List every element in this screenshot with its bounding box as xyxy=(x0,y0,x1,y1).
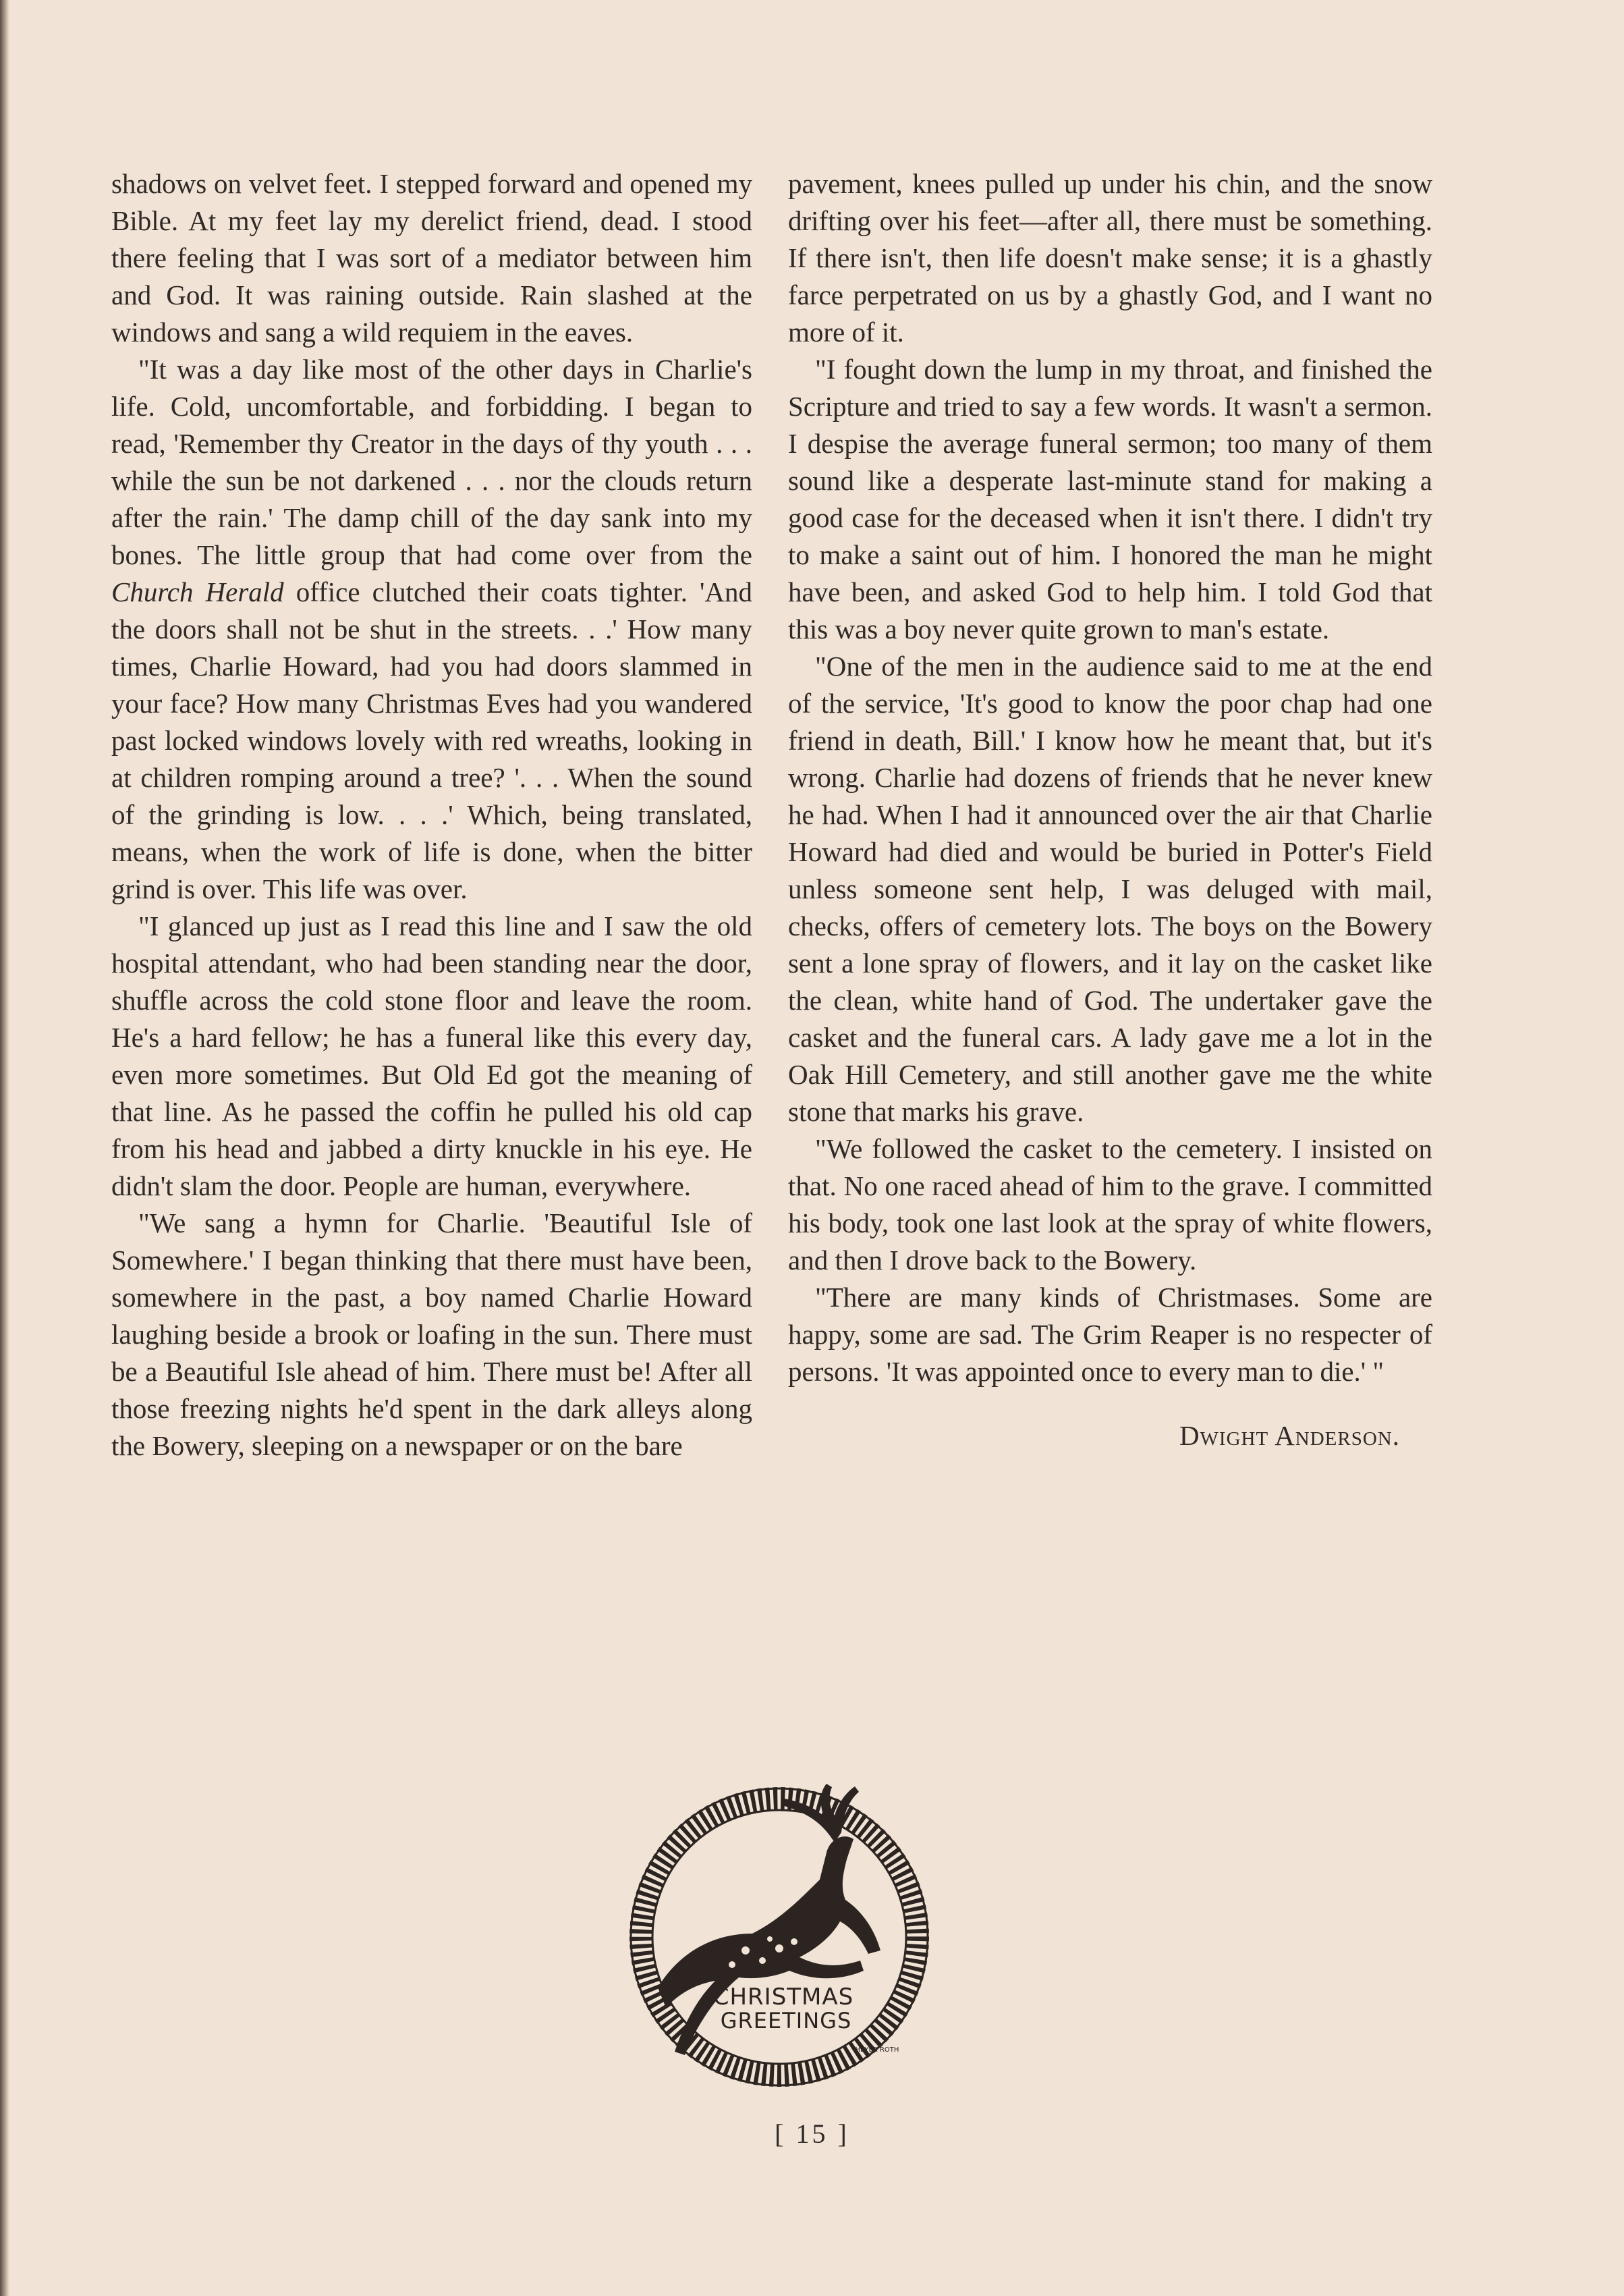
paragraph: pavement, knees pulled up under his chin, and the snow drifting over his feet—after all, there must be something. If there isn't, then life doesn't make sense; it is a ghastly farce perpetrated on us by a ghastly God, and I want no more of it. xyxy=(788,168,1432,348)
text-column-right xyxy=(788,165,1432,1454)
emblem-artist-mark: HEYER ROTH xyxy=(855,2046,899,2054)
page-binding-edge xyxy=(0,0,9,2296)
paragraph: "We followed the casket to the cemetery. I insisted on that. No one raced ahead of him to the grave. I committed his body, took one last look at the spray of white flowers, and then I drove back to the Bowery. xyxy=(788,1133,1432,1276)
emblem-line-1: CHRISTMAS xyxy=(712,1984,854,2011)
page-number: [ 15 ] xyxy=(775,2119,849,2149)
paragraph: "There are many kinds of Christmases. Some are happy, some are sad. The Grim Reaper is no respecter of persons. 'It was appointed once to every man to die.' " xyxy=(788,1282,1432,1387)
paragraph: "One of the men in the audience said to me at the end of the service, 'It's good to know the poor chap had one friend in death, Bill.' I know how he meant that, but it's wrong. Charlie had dozens of friends that he never knew he had. When I had it announced over the air that Charlie Howard had died and would be buried in Potter's Field unless someone sent help, I was deluged with mail, checks, offers of cemetery lots. The boys on the Bowery sent a lone spray of flowers, and it lay on the casket like the clean, white hand of God. The undertaker gave the casket and the funeral cars. A lady gave me a lot in the Oak Hill Cemetery, and still another gave me the white stone that marks his grave. xyxy=(788,651,1432,1127)
emblem-line-2: GREETINGS xyxy=(720,2008,852,2033)
paragraph-text: "It was a day like most of the other days in Charlie's life. Cold, uncomfortable, and forbidding. I began to read, 'Remember thy Creator in the days of thy youth . . . while the sun be not darkened . . . nor the clouds return after the rain.' The damp chill of the day sank into my bones. The little group that had come over from the xyxy=(111,354,752,570)
text-column-left xyxy=(111,165,752,1465)
publication-title: Church Herald xyxy=(111,576,284,607)
paragraph: "We sang a hymn for Charlie. 'Beautiful Isle of Somewhere.' I began thinking that there must have been, somewhere in the past, a boy named Charlie Howard laughing beside a brook or loafing in the sun. There must be a Beautiful Isle ahead of him. There must be! After all those freezing nights he'd spent in the dark alleys along the Bowery, sleeping on a newspaper or on the bare xyxy=(111,1207,752,1461)
paragraph: "I glanced up just as I read this line and I saw the old hospital attendant, who had been standing near the door, shuffle across the cold stone floor and leave the room. He's a hard fellow; he has a funeral like this every day, even more sometimes. But Old Ed got the meaning of that line. As he passed the coffin he pulled his old cap from his head and jabbed a dirty knuckle in his eye. He didn't slam the door. People are human, everywhere. xyxy=(111,910,752,1201)
paragraph: "I fought down the lump in my throat, and finished the Scripture and tried to say a few words. It wasn't a sermon. I despise the average funeral sermon; too many of them sound like a desperate last-minute stand for making a good case for the deceased when it isn't there. I didn't try to make a saint out of him. I honored the man he might have been, and asked God to help him. I told God that this was a boy never quite grown to man's estate. xyxy=(788,354,1432,645)
author-signature: Dwight Anderson. xyxy=(1179,1420,1400,1451)
paragraph: shadows on velvet feet. I stepped forward and opened my Bible. At my feet lay my derelict friend, dead. I stood there feeling that I was sort of a mediator between him and God. It was raining outside. Rain slashed at the windows and sang a wild requiem in the eaves. xyxy=(111,168,752,348)
paragraph xyxy=(111,351,752,908)
paragraph-text: office clutched their coats tighter. 'And the doors shall not be shut in the streets. . .' How many times, Charlie Howard, had you had doors slammed in your face? How many Christmas Eves had you wandered past locked windows lovely with red wreaths, looking in at children romping around a tree? '. . . When the sound of the grinding is low. . . .' Which, being translated, means, when the work of life is done, when the bitter grind is over. This life was over. xyxy=(111,576,752,904)
christmas-greetings-reindeer-emblem xyxy=(617,1765,941,2096)
